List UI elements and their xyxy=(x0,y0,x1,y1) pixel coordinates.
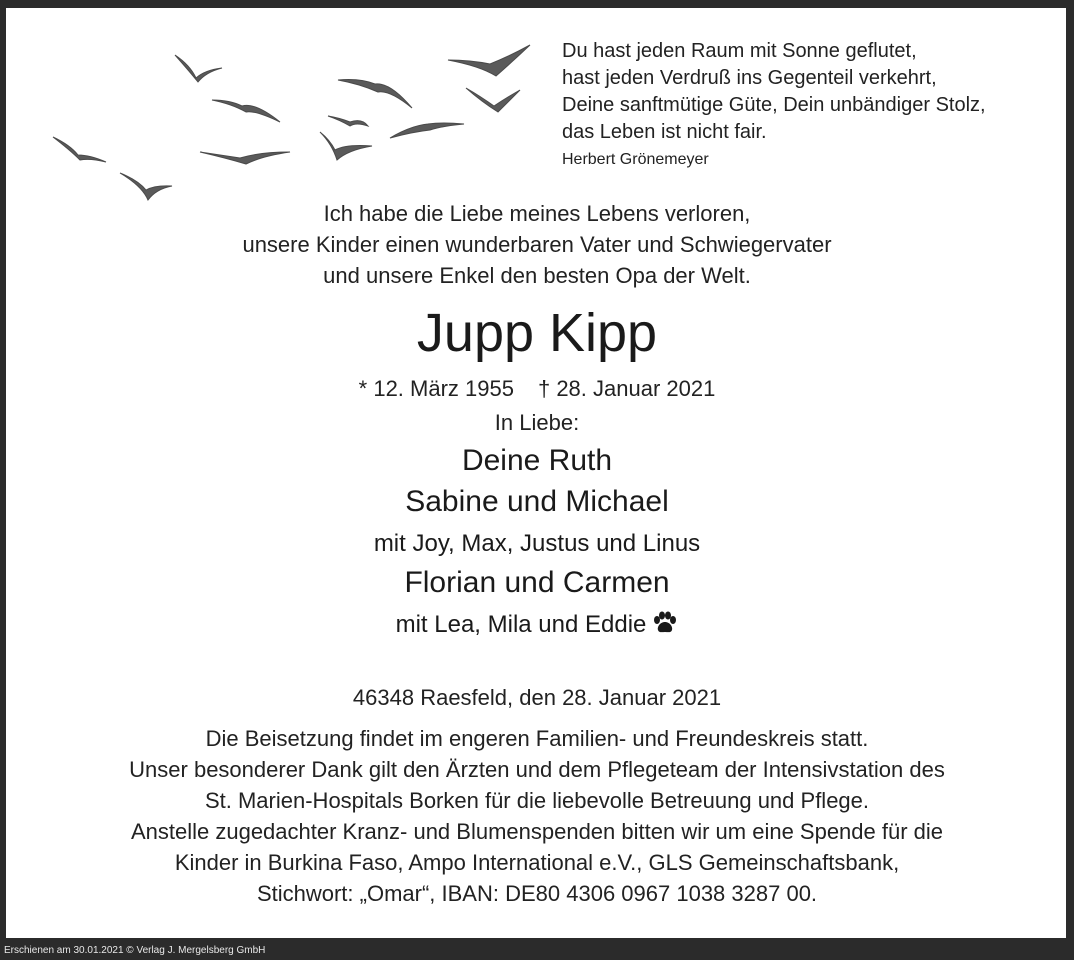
body-line: Unser besonderer Dank gilt den Ärzten und dem Pflegeteam der Intensivstation des xyxy=(129,757,945,782)
poem-line: Du hast jeden Raum mit Sonne geflutet, xyxy=(562,40,917,62)
notice-body xyxy=(0,723,1074,909)
mourner-line: Sabine und Michael xyxy=(405,485,669,518)
body-line: St. Marien-Hospitals Borken für die liebevolle Betreuung und Pflege. xyxy=(204,788,870,813)
poem-line: das Leben ist nicht fair. xyxy=(562,121,767,143)
intro-line: Ich habe die Liebe meines Lebens verloren, xyxy=(323,201,751,226)
mourner-line: Deine Ruth xyxy=(461,444,613,477)
intro-line: unsere Kinder einen wunderbaren Vater und Schwiegervater xyxy=(242,232,832,257)
death-date: † 28. Januar 2021 xyxy=(537,376,716,401)
body-line: Kinder in Burkina Faso, Ampo International e.V., GLS Gemeinschaftsbank, xyxy=(174,850,900,875)
mourner-line-with-paw xyxy=(0,609,1074,641)
place-date: 46348 Raesfeld, den 28. Januar 2021 xyxy=(352,685,722,710)
poem-block xyxy=(562,38,1032,172)
body-line: Stichwort: „Omar“, IBAN: DE80 4306 0967 1038 3287 00. xyxy=(256,881,818,906)
paw-icon xyxy=(652,611,678,635)
mourners-heading: In Liebe: xyxy=(494,410,580,435)
mourner-line: mit Joy, Max, Justus und Linus xyxy=(373,530,701,557)
mourner-line: Florian und Carmen xyxy=(404,566,670,599)
deceased-name: Jupp Kipp xyxy=(416,303,658,363)
body-line: Die Beisetzung findet im engeren Familien- und Freundeskreis statt. xyxy=(205,726,869,751)
mourner-line: mit Lea, Mila und Eddie xyxy=(395,611,647,638)
intro-line: und unsere Enkel den besten Opa der Welt. xyxy=(323,263,751,288)
intro-text xyxy=(0,198,1074,291)
poem-line: hast jeden Verdruß ins Gegenteil verkehrt, xyxy=(562,67,937,89)
birth-date: * 12. März 1955 xyxy=(358,376,514,401)
publication-footer: Erschienen am 30.01.2021 © Verlag J. Mergelsberg GmbH xyxy=(4,945,266,956)
poem-line: Deine sanftmütige Güte, Dein unbändiger Stolz, xyxy=(562,94,986,116)
life-dates xyxy=(0,374,1074,404)
flying-birds-illustration xyxy=(50,40,540,215)
body-line: Anstelle zugedachter Kranz- und Blumenspenden bitten wir um eine Spende für die xyxy=(130,819,944,844)
poem-author: Herbert Grönemeyer xyxy=(562,151,709,168)
